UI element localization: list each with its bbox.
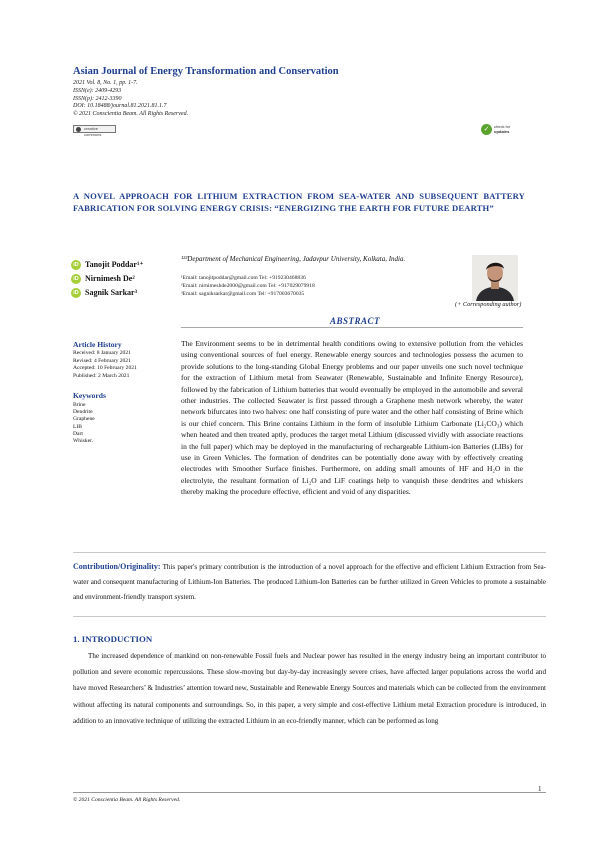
- meta-doi[interactable]: DOI: 10.18488/journal.81.2021.81.1.7: [73, 103, 167, 110]
- meta-issn-e: ISSN(e): 2409-4293: [73, 87, 122, 94]
- page-number: 1: [538, 785, 542, 793]
- check-updates-label: check for updates: [494, 124, 511, 134]
- footer-copyright: © 2021 Conscientia Beam. All Rights Reserved.: [73, 797, 181, 803]
- author-name: Sagnik Sarkar³: [85, 288, 137, 297]
- orcid-icon[interactable]: iD: [71, 288, 81, 298]
- meta-issn-p: ISSN(p): 2412-3390: [73, 95, 122, 102]
- journal-meta: [73, 80, 188, 119]
- cc-badge-label: creative commons: [84, 126, 102, 137]
- affiliation: ¹²³Department of Mechanical Engineering, Jadavpur University, Kolkata, India.: [181, 255, 406, 263]
- keyword-item: Graphene: [73, 416, 95, 423]
- author-name: Tanojit Poddar¹⁺: [85, 260, 144, 269]
- orcid-icon[interactable]: iD: [71, 274, 81, 284]
- cc-icon: [76, 127, 81, 132]
- author-name: Nirnimesh De²: [85, 274, 135, 283]
- author-2[interactable]: [71, 272, 144, 286]
- footer-divider: [73, 792, 546, 793]
- article-history: [73, 350, 137, 380]
- article-history-heading: Article History: [73, 340, 122, 349]
- introduction-text: The increased dependence of mankind on non-renewable Fossil fuels and Nuclear power has resulted in the energy industry being an important contributor to pollution and severe economic repercussions. These slow-moving but day-by-day increasingly severe crises, have affected larger populations across the world and have moved Researchers’ & Industries’ attention toward new, Sustainable and Renewable Energy Sources and materials which can be collected from the environment without affecting its natural components and surroundings. So, in this paper, a very simple and cost-effective Lithium metal Extraction procedure is introduced, in addition to an innovative technique of utilizing the extracted Lithium in an eco-friendly manner, which can be performed as long: [73, 652, 546, 725]
- meta-copyright: © 2021 Conscientia Beam. All Rights Reserved.: [73, 111, 189, 118]
- history-item: Accepted: 10 February 2021: [73, 365, 137, 371]
- author-3[interactable]: [71, 286, 144, 300]
- check-for-updates-badge[interactable]: [481, 123, 521, 137]
- contribution-label: Contribution/Originality:: [73, 562, 161, 571]
- keywords-heading: Keywords: [73, 391, 106, 400]
- author-emails: [181, 274, 451, 299]
- contribution-text: This paper's primary contribution is the introduction of a novel approach for the effective and efficient Lithium Extraction from Sea-water and consequent manufacturing of Lithium-Ion Batteries. The produced Lithium-Ion Batteries can be further utilized in Green Vehicles to promote a sustainable and environment-friendly transport system.: [73, 563, 546, 602]
- abstract-divider: [181, 327, 523, 328]
- introduction-heading: 1. INTRODUCTION: [73, 634, 153, 644]
- author-photo: [472, 255, 518, 301]
- abstract-heading: ABSTRACT: [330, 316, 381, 326]
- author-1[interactable]: [71, 258, 144, 272]
- keyword-item: Dart: [73, 430, 83, 437]
- contribution-box: [73, 552, 546, 617]
- keyword-item: Dendrite: [73, 409, 93, 416]
- abstract-text: The Environment seems to be in detrimental health conditions owing to extensive pollution from the vehicles using conventional sources of fuel energy. Renewable energy sources and technologies possess the acumen to provide solutions to the long-standing Global Energy problems and our paper unveils one such novel technique for the extraction of Lithium metal from Seawater (Renewable, Sustainable and Infinite Energy Resource), followed by the fabrication of Lithium batteries that would eventually be employed in the automobile and several other industries. The collected Seawater is first passed through a Graphene mesh network whereby, the water network bifurcates into two halves: one half consisting of pure water and the other half consisting of Brine which is our chief concern. This Brine contains Lithium in the form of insoluble Lithium Carbonate (Li₂CO₃) which when heated and then treated aptly, produces the target metal Lithium (discussed vividly with associate reactions in the full paper) which may be deployed in the manufacturing of rechargeable Lithium-ion Batteries (LIBs) for use in Green Vehicles. The formation of dendrites can be potentially done away with by effectively creating electrodes with Smoother Surface finishes. Furthermore, on adding small amounts of HF and H₂O in the electrolyte, the resultant formation of Li₂O and LiF coatings help to vanquish these dendrites and whiskers thereby making the procedure effective, efficient and void of any disparities.: [181, 339, 523, 497]
- keyword-item: Whisker.: [73, 438, 94, 445]
- creative-commons-badge[interactable]: [73, 125, 116, 137]
- author-list: [71, 258, 144, 300]
- orcid-icon[interactable]: iD: [71, 260, 81, 270]
- author-email-3[interactable]: ³Email: sagniksarkar@gmail.com Tel: +917003670035: [181, 291, 305, 298]
- keyword-item: Brine: [73, 402, 86, 408]
- meta-volume: 2021 Vol. 8, No. 1, pp. 1-7.: [73, 80, 138, 86]
- history-item: Published: 2 March 2021: [73, 372, 130, 379]
- paper-title: A NOVEL APPROACH FOR LITHIUM EXTRACTION FROM SEA-WATER AND SUBSEQUENT BATTERY FABRICATION FOR SOLVING ENERGY CRISIS: “ENERGIZING THE EARTH FOR FUTURE DEARTH”: [73, 191, 525, 213]
- history-item: Received: 8 January 2021: [73, 350, 131, 356]
- author-email-1[interactable]: ¹Email: tanojitpoddar@gmail.com Tel: +919230468836: [181, 275, 306, 281]
- check-updates-icon: ✓: [481, 124, 492, 135]
- keywords-list: [73, 402, 95, 445]
- author-email-2[interactable]: ²Email: nirnimeshde2000@gmail.com Tel: +917029079918: [181, 283, 315, 290]
- history-item: Revised: 4 February 2021: [73, 357, 131, 364]
- corresponding-author-note: (+ Corresponding author): [455, 301, 522, 308]
- keyword-item: LIB: [73, 423, 83, 430]
- journal-title: Asian Journal of Energy Transformation and Conservation: [73, 66, 339, 77]
